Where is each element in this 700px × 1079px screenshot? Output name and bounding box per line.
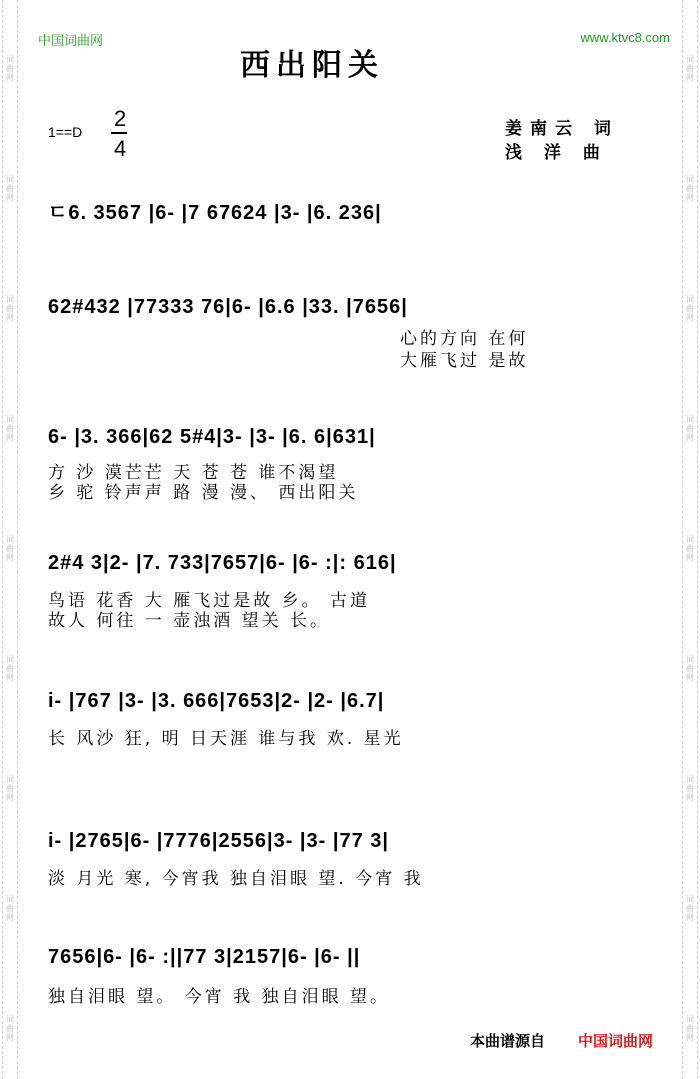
lyrics-verse-1: 独自泪眼 望。 今宵 我 独自泪眼 望。: [48, 987, 391, 1007]
strip-text: 词曲网: [686, 415, 694, 442]
strip-text: 词曲网: [6, 655, 14, 682]
time-signature-divider: [111, 132, 127, 134]
time-signature-bottom: 4: [114, 136, 127, 161]
lyrics-verse-2: 故人 何往 一 壶浊酒 望关 长。: [48, 611, 331, 631]
left-watermark-strip: [2, 0, 18, 1079]
strip-text: 词曲网: [686, 775, 694, 802]
strip-text: 词曲网: [6, 775, 14, 802]
strip-text: 词曲网: [686, 175, 694, 202]
notation-line: i- |2765|6- |7776|2556|3- |3- |77 3|: [48, 830, 389, 852]
key-signature: 1==D: [48, 124, 83, 140]
source-site: 中国词曲网: [578, 1032, 654, 1050]
lyricist-credit: 姜南云 词: [505, 119, 619, 139]
lyrics-verse-1: 淡 月光 寒, 今宵我 独自泪眼 望. 今宵 我: [48, 869, 424, 889]
notation-line: 62#432 |77333 76|6- |6.6 |33. |7656|: [48, 296, 408, 318]
lyrics-verse-1: 心的方向 在何: [400, 329, 529, 349]
site-watermark-right: www.ktvc8.com: [580, 30, 670, 45]
notation-line: 6- |3. 366|62 5#4|3- |3- |6. 6|631|: [48, 426, 376, 448]
strip-text: 词曲网: [6, 895, 14, 922]
notation-line: ㄷ6. 3567 |6- |7 67624 |3- |6. 236|: [48, 202, 382, 224]
strip-text: 词曲网: [6, 55, 14, 82]
strip-text: 词曲网: [686, 55, 694, 82]
right-watermark-strip: [682, 0, 698, 1079]
strip-text: 词曲网: [6, 415, 14, 442]
notation-line: i- |767 |3- |3. 666|7653|2- |2- |6.7|: [48, 690, 385, 712]
time-signature-top: 2: [114, 106, 127, 131]
strip-text: 词曲网: [6, 295, 14, 322]
lyrics-verse-2: 乡 驼 铃声声 路 漫 漫、 西出阳关: [48, 483, 359, 503]
strip-text: 词曲网: [6, 175, 14, 202]
source-label: 本曲谱源自: [470, 1032, 546, 1050]
lyrics-verse-1: 方 沙 漠芒芒 天 苍 苍 谁不渴望: [48, 463, 339, 483]
site-watermark-left: 中国词曲网: [38, 34, 104, 49]
strip-text: 词曲网: [6, 1015, 14, 1042]
composer-credit: 浅 洋 曲: [505, 143, 608, 163]
strip-text: 词曲网: [686, 1015, 694, 1042]
lyrics-verse-1: 长 风沙 狂, 明 日天涯 谁与我 欢. 星光: [48, 729, 404, 749]
notation-line: 7656|6- |6- :||77 3|2157|6- |6- ||: [48, 946, 361, 968]
lyrics-verse-2: 大雁飞过 是故: [400, 351, 529, 371]
lyrics-verse-1: 鸟语 花香 大 雁飞过是故 乡。 古道: [48, 591, 371, 611]
strip-text: 词曲网: [686, 895, 694, 922]
strip-text: 词曲网: [686, 655, 694, 682]
strip-text: 词曲网: [686, 295, 694, 322]
notation-line: 2#4 3|2- |7. 733|7657|6- |6- :|: 616|: [48, 552, 397, 574]
song-title: 西出阳关: [240, 48, 384, 83]
strip-text: 词曲网: [686, 535, 694, 562]
strip-text: 词曲网: [6, 535, 14, 562]
